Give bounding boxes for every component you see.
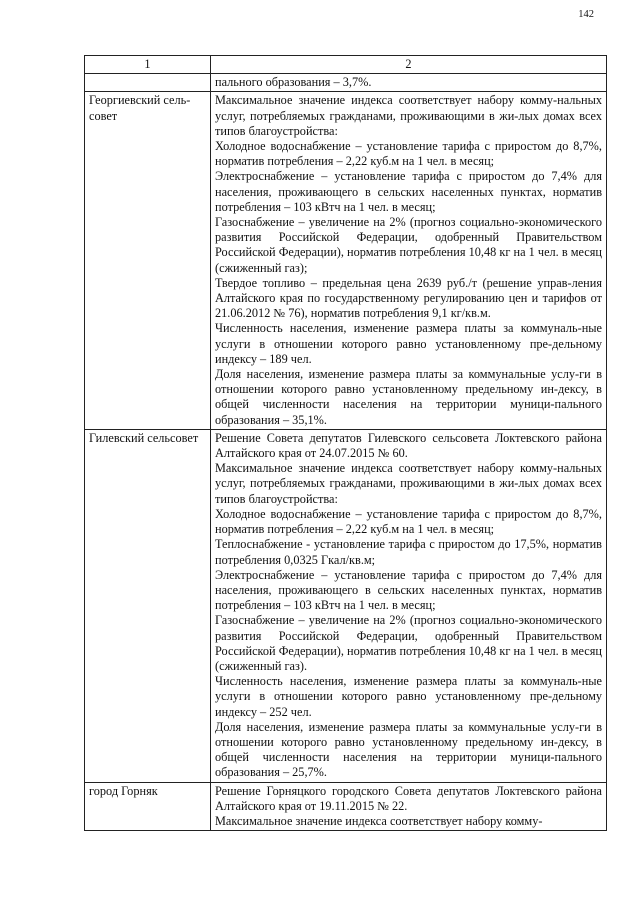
paragraph: Твердое топливо – предельная цена 2639 руб./т (решение управ-ления Алтайского края по государственному регулированию цен и тарифов от 21.06.2012 № 76), норматив потребления 9,1 кг/кв.м.	[215, 275, 602, 321]
table-row	[85, 92, 607, 429]
row-description	[211, 74, 607, 92]
paragraph: Максимальное значение индекса соответствует набору комму-нальных услуг, потребляемых гражданами, проживающими в жи-лых домах всех типов благоустройства:	[215, 461, 602, 506]
paragraph: Численность населения, изменение размера платы за коммуналь-ные услуги в отношении которого равно установленному пре-дельному индексу – 252 чел.	[215, 674, 602, 719]
municipality-name: Гилевский сельсовет	[85, 429, 211, 782]
paragraph: Численность населения, изменение размера платы за коммуналь-ные услуги в отношении которого равно установленному пре-дельному индексу – 189 чел.	[215, 321, 602, 366]
table-row	[85, 74, 607, 92]
paragraph: Газоснабжение – увеличение на 2% (прогноз социально-экономического развития Российской Федерации, одобренный Правительством Российской Федерации), норматив потребления 10,48 кг на 1 чел. в месяц (сжиженный газ).	[215, 613, 602, 673]
municipality-name	[85, 74, 211, 92]
row-description	[211, 429, 607, 782]
utility-index-table	[84, 55, 607, 831]
municipality-name: город Горняк	[85, 782, 211, 831]
page-number: 142	[578, 9, 594, 20]
paragraph: Максимальное значение индекса соответствует набору комму-нальных услуг, потребляемых гражданами, проживающими в жи-лых домах всех типов благоустройства:	[215, 93, 602, 138]
paragraph: пального образования – 3,7%.	[215, 75, 372, 90]
paragraph: Решение Горняцкого городского Совета депутатов Локтевского района Алтайского края от 19.11.2015 № 22.	[215, 783, 602, 813]
row-description	[211, 782, 607, 831]
paragraph: Холодное водоснабжение – установление тарифа с приростом до 8,7%, норматив потребления – 2,22 куб.м на 1 чел. в месяц;	[215, 506, 602, 537]
municipality-name: Георгиевский сель-совет	[85, 92, 211, 429]
paragraph: Теплоснабжение - установление тарифа с приростом до 17,5%, норматив потребления 0,0325 Гкал/кв.м;	[215, 537, 602, 567]
table-header-row	[85, 56, 607, 74]
paragraph: Газоснабжение – увеличение на 2% (прогноз социально-экономического развития Российской Федерации, одобренный Правительством Российской Федерации), норматив потребления 10,48 кг на 1 чел. в месяц (сжиженный газ);	[215, 215, 602, 275]
paragraph: Доля населения, изменение размера платы за коммунальные услу-ги в отношении которого равно установленному предельному ин-дексу, в общей численности населения на территории муници-пального образования – 35,1%.	[215, 367, 602, 427]
paragraph: Доля населения, изменение размера платы за коммунальные услу-ги в отношении которого равно установленному предельному ин-дексу, в общей численности населения на территории муници-пального образования – 25,7%.	[215, 719, 602, 780]
table-row	[85, 429, 607, 782]
paragraph: Электроснабжение – установление тарифа с приростом до 7,4% для населения, проживающего в сельских населенных пунктах, норматив потребления – 103 кВтч на 1 чел. в месяц;	[215, 567, 602, 613]
paragraph: Максимальное значение индекса соответствует набору комму-	[215, 813, 543, 828]
paragraph: Холодное водоснабжение – установление тарифа с приростом до 8,7%, норматив потребления – 2,22 куб.м на 1 чел. в месяц;	[215, 139, 602, 169]
paragraph: Электроснабжение – установление тарифа с приростом до 7,4% для населения, проживающего в сельских населенных пунктах, норматив потребления – 103 кВтч на 1 чел. в месяц;	[215, 169, 602, 214]
table-row	[85, 782, 607, 831]
row-description	[211, 92, 607, 429]
paragraph: Решение Совета депутатов Гилевского сельсовета Локтевского района Алтайского края от 24.07.2015 № 60.	[215, 430, 602, 461]
column-header-1: 1	[85, 56, 211, 74]
column-header-2: 2	[211, 56, 607, 74]
